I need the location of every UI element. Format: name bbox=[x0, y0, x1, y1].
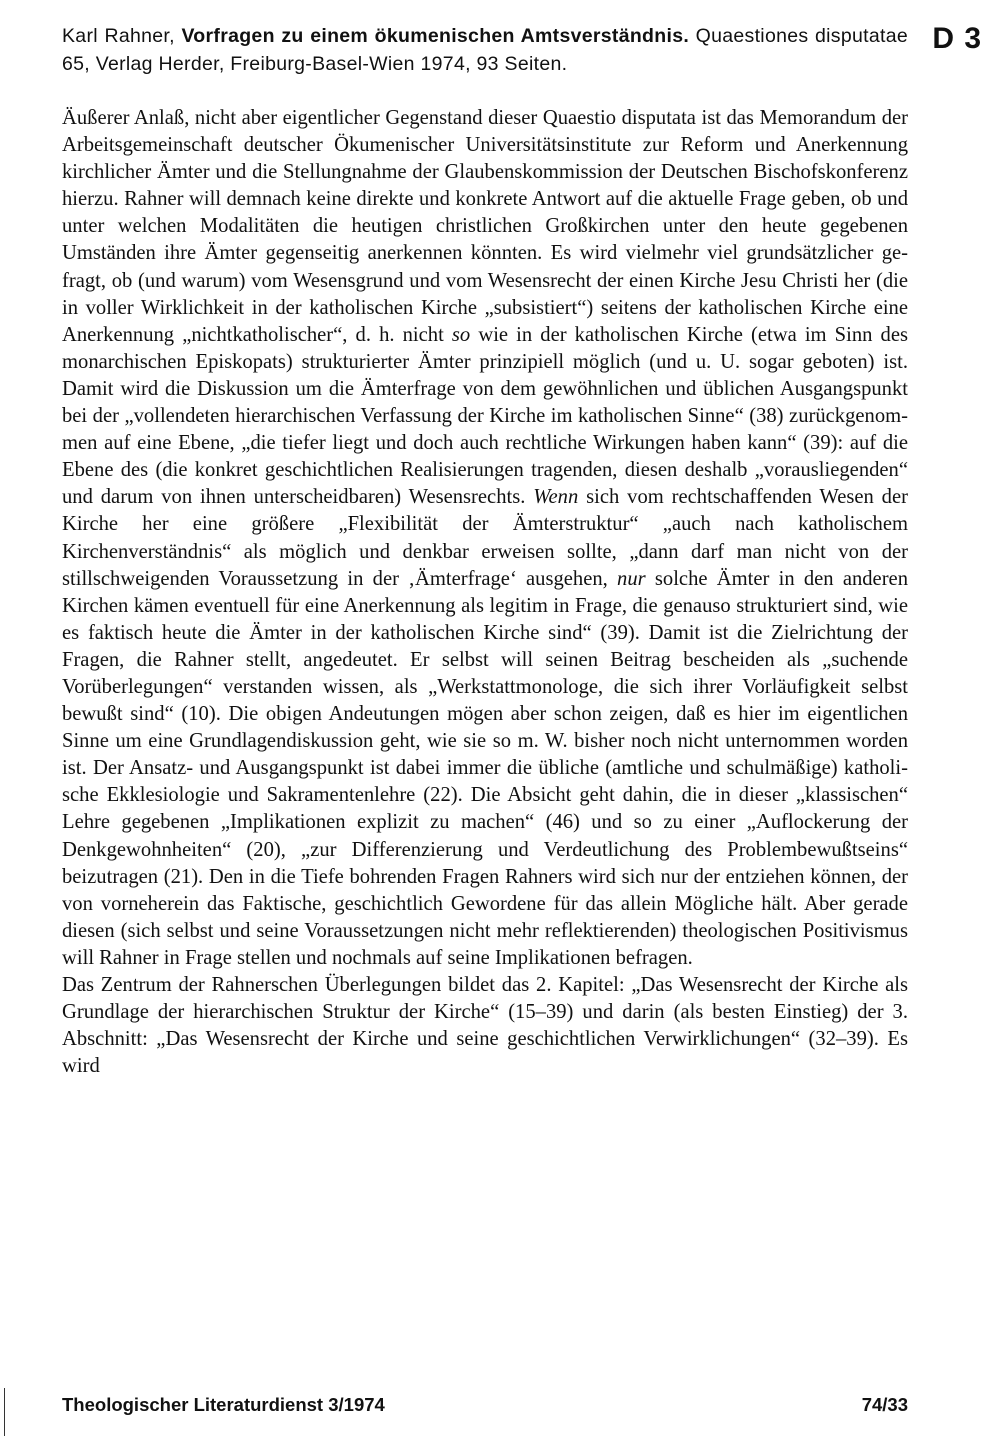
book-details: Quaestiones disputatae 65, Verlag Herder, Freiburg-Basel-Wien 1974, 93 Seiten. bbox=[62, 25, 908, 75]
paragraph-1-part-d: solche Ämter in den anderen Kirchen kämen eventuell für eine Anerkennung als legitim in Frage, die genauso strukturiert sind, wie es faktisch heute die Ämter in der katholischen Kirche sind“ (39). Damit ist die Zielrichtung der Fragen, die Rahner stellt, angedeutet. Er selbst will seinen Beitrag bescheiden als „suchende Vorüberlegungen“ verstanden wissen, als „Werkstattmonologe, die sich ihrer Vorläufigkeit selbst bewußt sind“ (10). Die obigen Andeutungen mögen aber schon zeigen, daß es hier im eigentlichen Sinne um eine Grundlagendiskussion geht, wie sie so m. W. bisher noch nicht unternommen worden ist. Der Ansatz- und Ausgangspunkt ist dabei immer die übliche (amtliche und schulmäßige) katholische Ekklesiologie und Sakramentenlehre (22). Die Absicht geht dahin, die in dieser „klassischen“ Lehre gegebenen „Implikationen explizit zu machen“ (46) und so zu einer „Auflockerung der Denkgewohnheiten“ (20), „zur Differenzierung und Verdeutlichung des Problembewußtseins“ beizutragen (21). Den in die Tiefe bohrenden Fragen Rahners wird sich nur der entziehen können, der von vorneherein das Faktische, geschichtlich Gewordene für das allein Mögliche hält. Aber gerade diesen (sich selbst und seine Voraussetzungen nicht mehr reflektierenden) theologischen Positivismus will Rahner in Frage stellen und nochmals auf seine Implikationen befragen. bbox=[62, 567, 908, 969]
emphasis-wenn: Wenn bbox=[533, 486, 579, 509]
journal-name: Theologischer Literaturdienst 3/1974 bbox=[62, 1394, 385, 1415]
book-title: Vorfragen zu einem ökumenischen Amtsverständnis. bbox=[181, 25, 690, 47]
paragraph-2: Das Zentrum der Rahnerschen Überlegungen bildet das 2. Kapitel: „Das Wesensrecht der Kirche als Grundlage der hierarchischen Struktur der Kirche“ (15–39) und darin (als besten Einstieg) der 3. Abschnitt: „Das Wesensrecht der Kirche und seine geschichtlichen Verwirklichungen“ (32–39). Es wird bbox=[62, 974, 908, 1078]
page-footer bbox=[62, 1394, 908, 1416]
page-content bbox=[62, 22, 908, 1080]
paragraph-1-part-a: Äußerer Anlaß, nicht aber eigentlicher Gegenstand dieser Quaestio disputata ist das Memorandum der Arbeitsgemeinschaft deutscher Ökumenischer Universitätsinstitute zur Reform und Anerkennung kirchlicher Ämter und die Stellungnahme der Glaubenskommission der Deutschen Bischofskonferenz hierzu. Rahner will demnach keine direkte und konkrete Antwort auf die aktuelle Frage geben, ob und unter welchen Modalitäten die heutigen christlichen Großkirchen unter den heute gegebenen Umständen ihre Ämter gegenseitig anerkennen könnten. Es wird vielmehr viel grundsätzlicher gefragt, ob (und warum) vom Wesensgrund und vom Wesensrecht der einen Kirche Jesu Christi her (die in voller Wirklichkeit in der katholischen Kirche „subsistiert“) seitens der katholischen Kirche eine Anerkennung „nichtkatholischer“, d. h. nicht bbox=[62, 107, 908, 346]
page-number: 74/33 bbox=[861, 1394, 908, 1415]
emphasis-nur: nur bbox=[617, 567, 646, 590]
paragraph-1-part-b: wie in der katholischen Kirche (etwa im Sinn des monarchischen Episkopats) strukturierter Ämter prinzipiell möglich (und u. U. sogar geboten) ist. Damit wird die Diskussion um die Ämterfrage von dem gewöhnlichen und üblichen Ausgangspunkt bei der „vollendeten hierarchischen Verfassung der Kirche im katholischen Sinne“ (38) zurückgenommen auf eine Ebene, „die tiefer liegt und doch auch rechtliche Wirkungen haben kann“ (39): auf die Ebene des (die konkret geschichtlichen Realisierungen tragenden, diesen deshalb „vorausliegenden“ und darum von ihnen unterscheidbaren) Wesensrechts. bbox=[62, 323, 908, 509]
section-code: D 3 bbox=[932, 22, 982, 55]
paragraph-1 bbox=[62, 105, 908, 972]
book-author: Karl Rahner, bbox=[62, 25, 175, 47]
review-body bbox=[62, 105, 908, 1080]
emphasis-so: so bbox=[451, 323, 471, 346]
book-header bbox=[62, 22, 908, 78]
paragraph-1-part-c: sich vom rechtschaffenden Wesen der Kirche her eine größere „Flexibilität der Ämterstruktur“ „auch nach katholischem Kirchenverständnis“ als möglich und denkbar erweisen sollte, „dann darf man nicht von der stillschweigenden Voraussetzung in der ‚Ämterfrage‘ ausgehen, bbox=[62, 486, 908, 590]
margin-line bbox=[4, 1388, 5, 1436]
